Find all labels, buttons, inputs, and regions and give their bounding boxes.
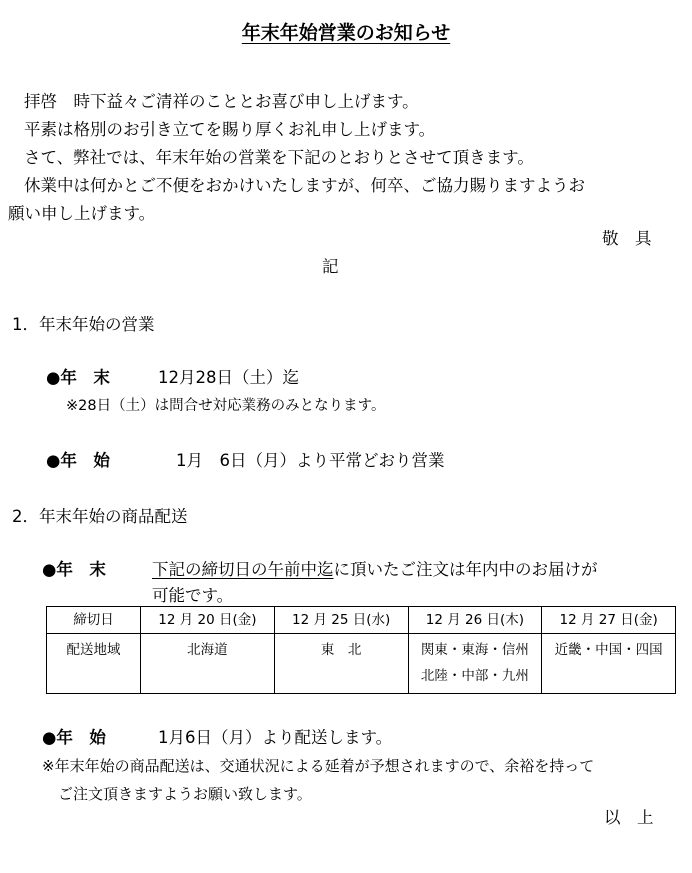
table-cell: 北海道 <box>141 634 275 694</box>
greeting-line-1: 拝啓 時下益々ご清祥のこととお喜び申し上げます。 <box>24 92 419 111</box>
section2-year-end-text <box>152 556 598 580</box>
section2-heading: 2．年末年始の商品配送 <box>12 507 188 526</box>
shipping-deadline-table <box>46 606 676 694</box>
table-header-cell: 締切日 <box>47 607 141 634</box>
section2-note-line-2: ご注文頂きますようお願い致します。 <box>58 785 312 803</box>
section1-year-end-value: 12月28日（土）迄 <box>158 368 299 387</box>
greeting-line-5: 願い申し上げます。 <box>8 204 156 223</box>
section2-note-line-1: ※年末年始の商品配送は、交通状況による延着が予想されますので、余裕を持って <box>42 757 595 775</box>
table-cell-line: 北陸・中部・九州 <box>420 668 529 684</box>
page-title <box>0 18 692 45</box>
ending-ijou: 以 上 <box>604 808 654 827</box>
greeting-line-4: 休業中は何かとご不便をおかけいたしますが、何卒、ご協力賜りますようお <box>24 176 585 195</box>
greeting-line-3: さて、弊社では、年末年始の営業を下記のとおりとさせて頂きます。 <box>24 148 534 167</box>
greeting-line-2: 平素は格別のお引き立てを賜り厚くお礼申し上げます。 <box>24 120 436 139</box>
section2-year-end-text-line2: 可能です。 <box>152 586 234 605</box>
section1-new-year-value: 1月 6日（月）より平常どおり営業 <box>176 451 445 470</box>
table-cell: 近畿・中国・四国 <box>542 634 676 694</box>
table-header-cell: 12 月 20 日(金) <box>141 607 275 634</box>
deadline-underlined-text: 下記の締切日の午前中迄 <box>152 560 334 579</box>
table-cell-line: 関東・東海・信州 <box>420 642 529 658</box>
table-header-cell: 12 月 26 日(木) <box>408 607 542 634</box>
ki-marker: 記 <box>322 257 339 276</box>
table-cell: 東 北 <box>274 634 408 694</box>
table-header-cell: 12 月 25 日(水) <box>274 607 408 634</box>
section1-year-end-note: ※28日（土）は問合せ対応業務のみとなります。 <box>66 398 386 414</box>
section2-new-year-label: ●年 始 <box>42 728 106 747</box>
section1-year-end-label: ●年 末 <box>46 368 110 387</box>
title-text: 年末年始営業のお知らせ <box>241 22 451 44</box>
section2-year-end-label: ●年 末 <box>42 560 106 579</box>
table-row-label: 配送地域 <box>47 634 141 694</box>
table-header-row <box>47 607 676 634</box>
table-cell <box>408 634 542 694</box>
section1-new-year-label: ●年 始 <box>46 451 110 470</box>
deadline-rest-text: に頂いたご注文は年内中のお届けが <box>333 560 598 579</box>
section1-heading: 1．年末年始の営業 <box>12 315 155 334</box>
table-row <box>47 634 676 694</box>
table-header-cell: 12 月 27 日(金) <box>542 607 676 634</box>
closing-keigu: 敬 具 <box>602 229 652 248</box>
section2-new-year-value: 1月6日（月）より配送します。 <box>158 728 393 747</box>
